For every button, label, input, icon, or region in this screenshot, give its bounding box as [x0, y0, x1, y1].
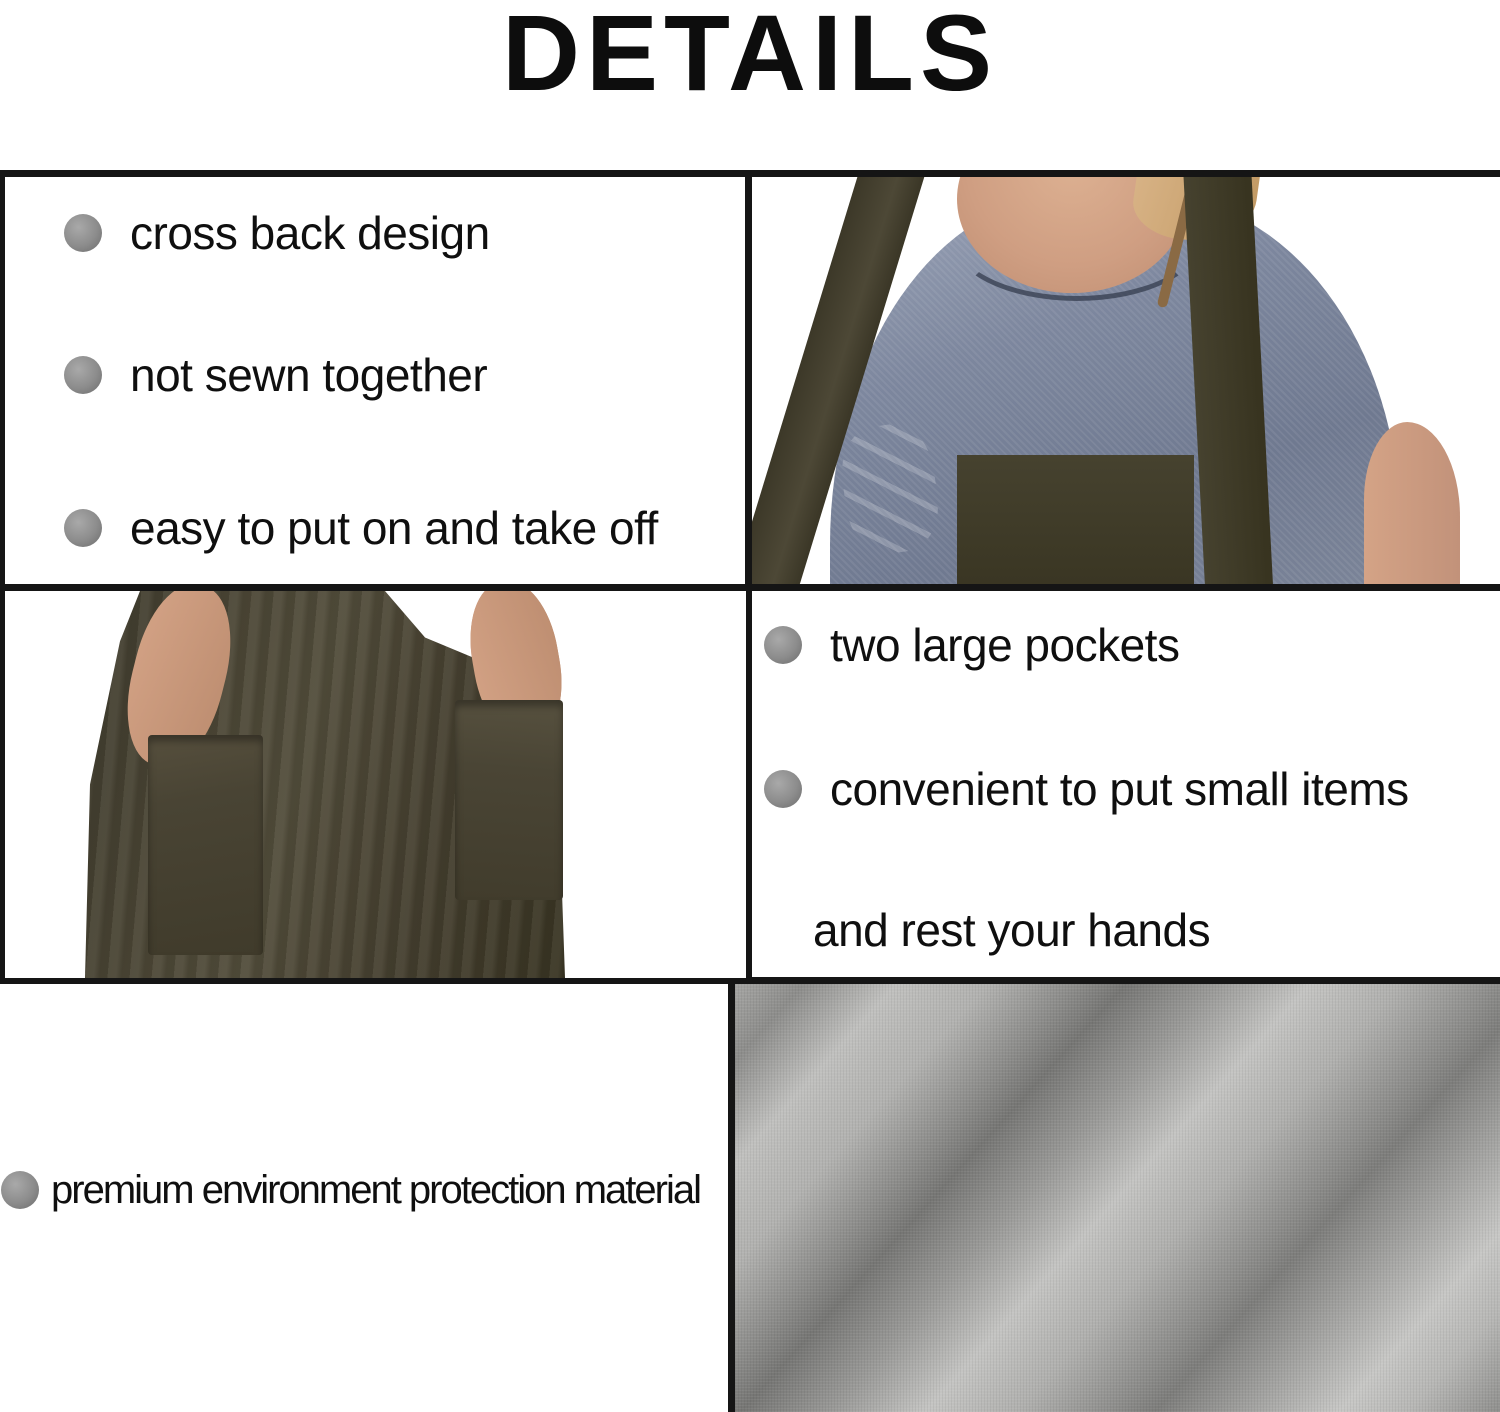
feature-text: convenient to put small items: [830, 763, 1409, 815]
feature-item: [764, 617, 1179, 673]
apron-pocket-right-shape: [455, 700, 563, 900]
bullet-dot-icon: [764, 770, 802, 808]
right-forearm-skin-shape: [1364, 422, 1460, 584]
page-title: DETAILS: [502, 0, 998, 113]
photo-apron-back-view: [752, 177, 1500, 584]
photo-fabric-closeup: [735, 984, 1500, 1412]
feature-text: not sewn together: [130, 349, 488, 401]
feature-text: easy to put on and take off: [130, 502, 658, 554]
feature-item: [64, 500, 658, 556]
apron-pocket-left-shape: [148, 735, 263, 955]
feature-item: [64, 205, 490, 261]
apron-back-panel-shape: [957, 455, 1194, 584]
bullet-dot-icon: [1, 1171, 39, 1209]
grid-rule-vertical-upper: [745, 170, 752, 984]
photo-apron-front-pockets: [5, 591, 746, 978]
bullet-dot-icon: [64, 509, 102, 547]
feature-item: [64, 347, 487, 403]
feature-text: two large pockets: [830, 619, 1180, 671]
feature-text: cross back design: [130, 207, 490, 259]
bullet-dot-icon: [64, 214, 102, 252]
feature-item-continuation: [813, 902, 1210, 958]
grid-rule-vertical-lower: [728, 977, 735, 1412]
bullet-dot-icon: [64, 356, 102, 394]
bullet-dot-icon: [764, 626, 802, 664]
feature-text: and rest your hands: [813, 904, 1211, 956]
feature-text: premium environment protection material: [51, 1167, 700, 1212]
feature-item: [764, 761, 1409, 817]
feature-item: [1, 1162, 700, 1218]
